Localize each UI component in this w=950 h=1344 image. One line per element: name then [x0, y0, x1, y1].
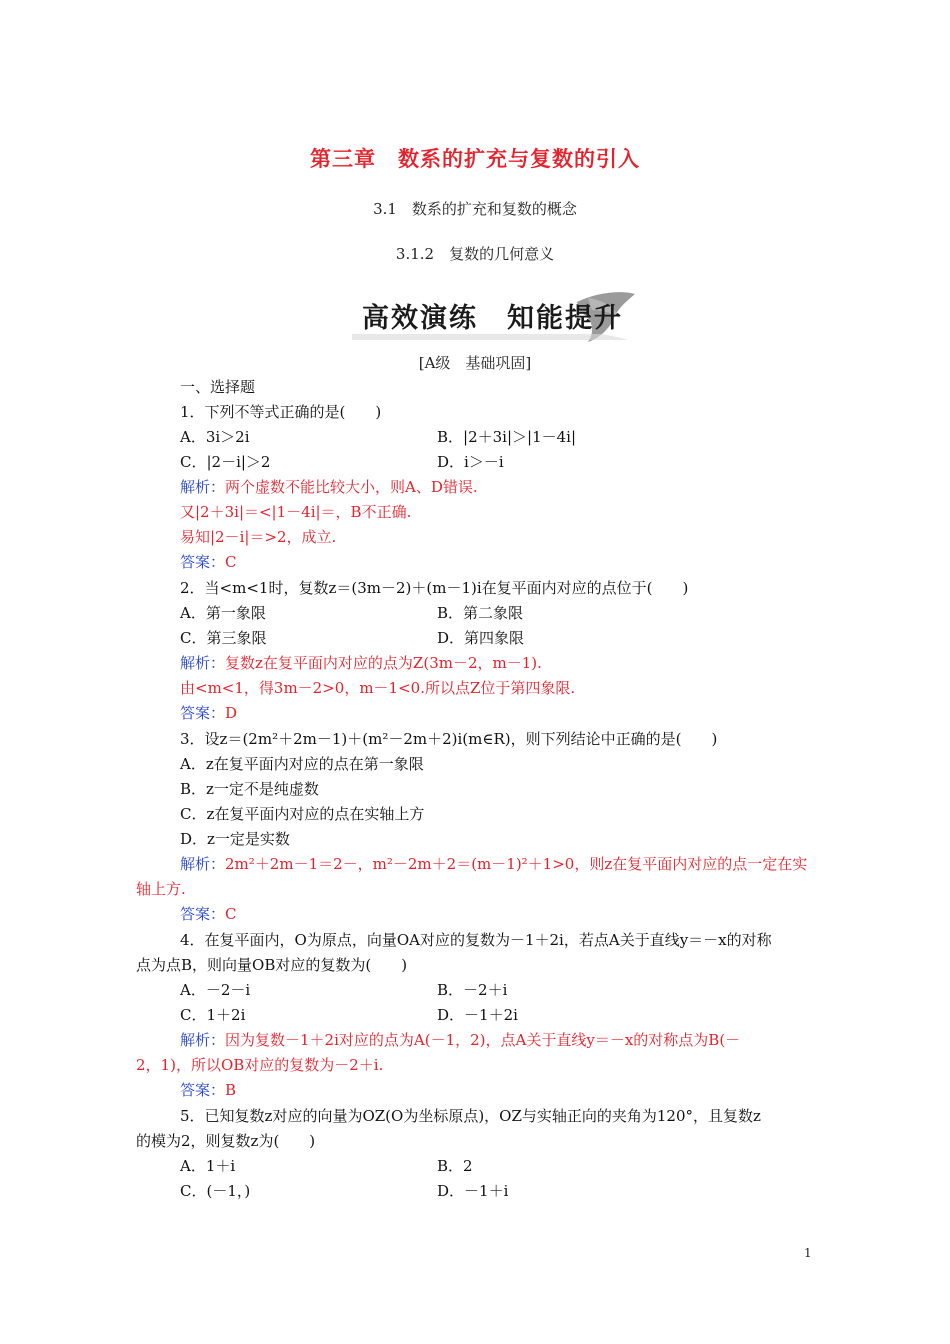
q4-answer: 答案：B: [180, 1081, 237, 1099]
q4-analysis-line-2: 2，1)，所以OB对应的复数为－2＋i.: [136, 1056, 384, 1074]
q2-analysis-line-1: 解析：复数z在复平面内对应的点为Z(3m－2，m－1).: [180, 654, 542, 672]
question-5-stem-line-1: 5．已知复数z对应的向量为OZ(O为坐标原点)，OZ与实轴正向的夹角为120°，且复数z: [180, 1107, 761, 1125]
q4-option-d: D．－1＋2i: [437, 1006, 518, 1024]
q3-option-c: C．z在复平面内对应的点在实轴上方: [180, 805, 425, 823]
q1-option-a: A．3i＞2i: [180, 428, 250, 446]
question-4-stem-line-2: 点为点B，则向量OB对应的复数为( ): [136, 956, 408, 974]
level-label: [A级 基础巩固]: [418, 354, 532, 372]
q2-option-a: A．第一象限: [180, 604, 266, 622]
practice-banner: [352, 290, 637, 342]
q2-option-d: D．第四象限: [437, 629, 525, 647]
q4-option-b: B．－2＋i: [437, 981, 508, 999]
q1-analysis-line-1: 解析：两个虚数不能比较大小，则A、D错误.: [180, 478, 478, 496]
question-2-stem: 2．当<m<1时，复数z＝(3m－2)＋(m－1)i在复平面内对应的点位于( ): [180, 579, 689, 597]
q1-option-d: D．i＞－i: [437, 453, 504, 471]
q5-option-a: A．1＋i: [180, 1157, 236, 1175]
question-4-stem-line-1: 4．在复平面内，O为原点，向量OA对应的复数为－1＋2i，若点A关于直线y＝－x的对称: [180, 931, 772, 949]
q5-option-b: B．2: [437, 1157, 473, 1175]
q2-option-c: C．第三象限: [180, 629, 267, 647]
q2-answer: 答案：D: [180, 704, 238, 722]
q3-option-b: B．z一定不是纯虚数: [180, 780, 319, 798]
q1-option-b: B．|2＋3i|＞|1－4i|: [437, 428, 577, 446]
q5-option-c: C．(－1，): [180, 1182, 251, 1200]
section-title: 3.1 数系的扩充和复数的概念: [373, 200, 577, 218]
q1-option-c: C．|2－i|＞2: [180, 453, 271, 471]
banner-text: 高效演练 知能提升: [362, 303, 623, 334]
q4-option-c: C．1＋2i: [180, 1006, 246, 1024]
subsection-title: 3.1.2 复数的几何意义: [395, 245, 555, 263]
question-1-stem: 1．下列不等式正确的是( ): [180, 403, 382, 421]
page-number: 1: [804, 1246, 812, 1260]
q3-option-d: D．z一定是实数: [180, 830, 290, 848]
q2-option-b: B．第二象限: [437, 604, 524, 622]
q2-analysis-line-2: 由<m<1，得3m－2>0，m－1<0.所以点Z位于第四象限.: [180, 679, 576, 697]
q1-analysis-line-2: 又|2＋3i|＝<|1－4i|＝，B不正确.: [180, 503, 412, 521]
question-5-stem-line-2: 的模为2，则复数z为( ): [136, 1132, 316, 1150]
q3-option-a: A．z在复平面内对应的点在第一象限: [180, 755, 424, 773]
q1-analysis-line-3: 易知|2－i|＝>2，成立.: [180, 528, 337, 546]
q3-answer: 答案：C: [180, 905, 237, 923]
q3-analysis-line-2: 轴上方.: [136, 880, 186, 898]
chapter-title: 第三章 数系的扩充与复数的引入: [310, 146, 640, 171]
part-title: 一、选择题: [180, 378, 256, 396]
q4-option-a: A．－2－i: [180, 981, 251, 999]
q4-analysis-line-1: 解析：因为复数－1＋2i对应的点为A(－1，2)，点A关于直线y＝－x的对称点为B(－: [180, 1031, 741, 1049]
q3-analysis-line-1: 解析：2m²＋2m－1＝2－，m²－2m＋2＝(m－1)²＋1>0，则z在复平面内对应的点一定在实: [180, 855, 808, 873]
question-3-stem: 3．设z＝(2m²＋2m－1)＋(m²－2m＋2)i(m∈R)，则下列结论中正确的是( ): [180, 730, 718, 748]
q5-option-d: D．－1＋i: [437, 1182, 509, 1200]
q1-answer: 答案：C: [180, 553, 237, 571]
